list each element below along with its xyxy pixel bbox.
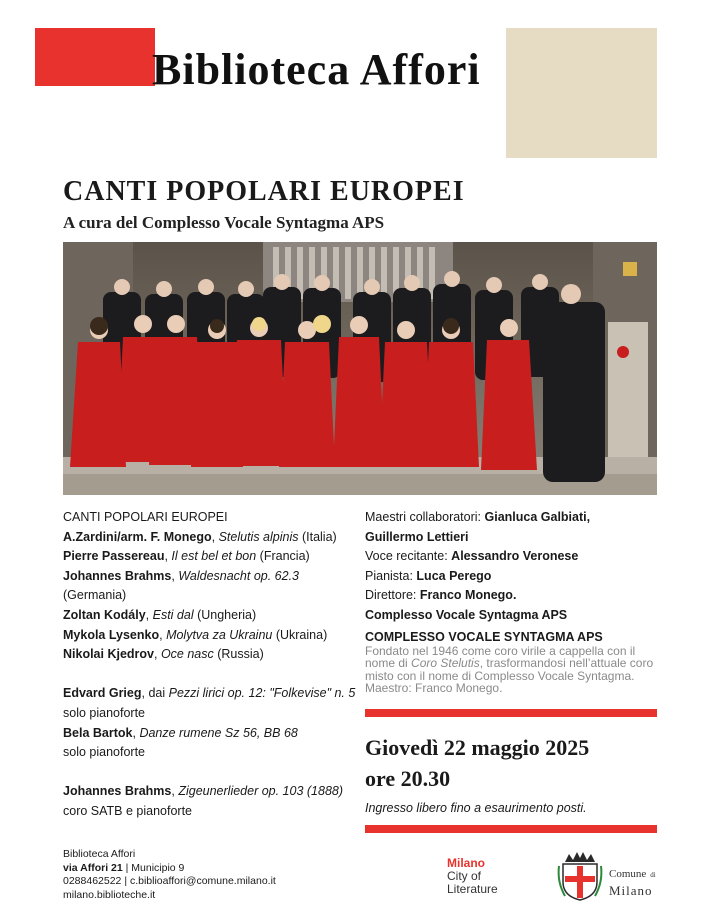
program-item: Johannes Brahms, Waldesnacht op. 62.3	[63, 568, 300, 583]
direttore-line: Direttore: Franco Monego.	[365, 588, 517, 603]
comune-milano-crest-icon	[557, 852, 603, 902]
library-contact	[63, 848, 276, 902]
event-datetime	[365, 732, 589, 794]
event-time: ore 20.30	[365, 766, 451, 791]
event-date: Giovedì 22 maggio 2025	[365, 735, 590, 760]
comune-milano-text: Comune di Milano	[609, 868, 656, 898]
program-list	[63, 508, 363, 822]
voce-line: Voce recitante: Alessandro Veronese	[365, 549, 579, 564]
entry-note: Ingresso libero fino a esaurimento posti.	[365, 801, 587, 815]
program-item: A.Zardini/arm. F. Monego, Stelutis alpinis (Italia)	[63, 529, 337, 544]
contact-address: via Affori 21 | Municipio 9	[63, 861, 185, 874]
program-item: Pierre Passereau, Il est bel et bon (Francia)	[63, 549, 310, 564]
red-divider-bottom	[365, 825, 657, 833]
event-title: CANTI POPOLARI EUROPEI	[63, 176, 465, 207]
complesso-line: Complesso Vocale Syntagma APS	[365, 607, 568, 622]
contact-website: milano.biblioteche.it	[63, 888, 156, 901]
contact-phone-email: 0288462522 | c.biblioaffori@comune.milano.it	[63, 875, 276, 887]
library-title: Biblioteca Affori	[152, 45, 481, 94]
final-item: Johannes Brahms, Zigeunerlieder op. 103 (1888)	[63, 784, 344, 799]
red-accent-block	[35, 28, 155, 86]
piano-item: Edvard Grieg, dai Pezzi lirici op. 12: "Folkevise" n. 5	[63, 686, 356, 701]
contact-name: Biblioteca Affori	[63, 848, 136, 860]
about-heading: COMPLESSO VOCALE SYNTAGMA APS	[365, 629, 603, 644]
program-item: Zoltan Kodály, Esti dal (Ungheria)	[63, 607, 257, 622]
final-item-note: coro SATB e pianoforte	[63, 803, 193, 818]
maestri-line-2: Guillermo Lettieri	[365, 529, 469, 544]
program-item: (Germania)	[63, 588, 127, 603]
choir-photo	[63, 242, 657, 495]
about-text: Fondato nel 1946 come coro virile a cappella con il nome di Coro Stelutis, trasformandosi nell’attuale coro misto con il nome di Complesso Vocale Syntagma. Maestro: Franco Monego.	[365, 643, 654, 696]
maestri-line: Maestri collaboratori: Gianluca Galbiati,	[365, 510, 591, 524]
program-item: Nikolai Kjedrov, Oce nasc (Russia)	[63, 647, 264, 662]
beige-accent-block	[506, 28, 657, 158]
pianista-line: Pianista: Luca Perego	[365, 568, 492, 583]
event-subtitle: A cura del Complesso Vocale Syntagma APS	[63, 213, 385, 232]
credits	[365, 508, 660, 695]
piano-item: Bela Bartok, Danze rumene Sz 56, BB 68	[63, 725, 298, 740]
piano-item-note: solo pianoforte	[63, 705, 146, 720]
city-of-literature-logo: Milano City of Literature	[447, 856, 498, 896]
piano-item-note: solo pianoforte	[63, 745, 146, 760]
program-item: Mykola Lysenko, Molytva za Ukrainu (Ukraina)	[63, 627, 328, 642]
program-heading: CANTI POPOLARI EUROPEI	[63, 510, 228, 524]
red-divider-top	[365, 709, 657, 717]
